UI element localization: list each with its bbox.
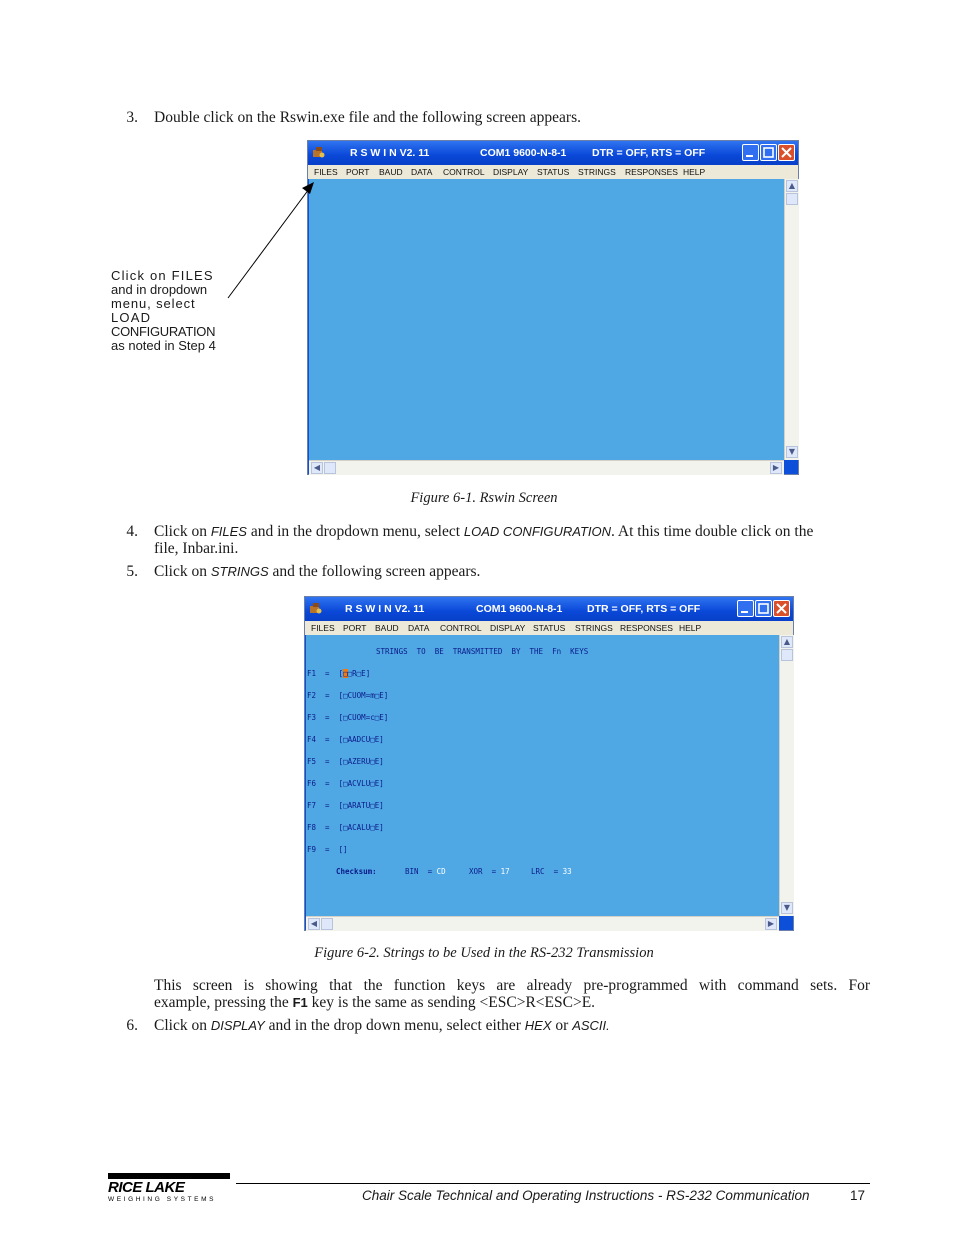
page-number: 17 <box>850 1188 866 1203</box>
step-number: 3. <box>126 109 138 126</box>
term-hex: HEX <box>524 1018 552 1033</box>
term-files: FILES <box>210 524 247 539</box>
fkey-value: □AZERU□E] <box>343 757 384 766</box>
title-port: COM1 9600-N-8-1 <box>476 603 563 615</box>
fkey-label: F7 = [ <box>307 801 344 810</box>
fkey-row <box>307 779 384 788</box>
menu-strings[interactable]: STRINGS <box>578 167 616 177</box>
fkey-value: □ARATU□E] <box>343 801 384 810</box>
figure-caption-2: Figure 6-2. Strings to be Used in the RS-232 Transmission <box>314 945 654 961</box>
text-run: and in the drop down menu, select either <box>264 1017 525 1034</box>
callout-line: and in dropdown <box>111 282 208 297</box>
lrc-label: LRC = <box>531 867 559 876</box>
close-icon <box>774 601 789 616</box>
fkey-label: F8 = [ <box>307 823 344 832</box>
callout-line: menu, select <box>111 296 196 311</box>
callout-line: Click on FILES <box>111 268 214 283</box>
fkey-label: F2 = [ <box>307 691 344 700</box>
fkey-label: F4 = [ <box>307 735 344 744</box>
checksum-lrc <box>531 867 572 876</box>
fkey-row <box>307 691 388 700</box>
text-cursor: □ <box>343 669 348 678</box>
vertical-scrollbar[interactable] <box>779 635 794 916</box>
text-run: Click on <box>154 523 211 540</box>
menu-port[interactable]: PORT <box>346 167 370 177</box>
fkey-row <box>307 801 384 810</box>
terminal-area[interactable] <box>306 635 779 916</box>
figure-caption-1: Figure 6-1. Rswin Screen <box>410 490 558 506</box>
fkey-row <box>307 735 384 744</box>
menu-files[interactable]: FILES <box>314 167 338 177</box>
text-run: key is the same as sending <ESC>R<ESC>E. <box>307 994 596 1011</box>
fkey-value: □CUOM=m□E] <box>343 691 389 700</box>
text-run: example, pressing the <box>154 994 293 1011</box>
xor-value: 17 <box>500 867 510 876</box>
callout-line: as noted in Step 4 <box>111 338 216 353</box>
title-flags: DTR = OFF, RTS = OFF <box>592 147 706 159</box>
menu-files[interactable]: FILES <box>311 623 335 633</box>
callout-line: LOAD <box>111 310 152 325</box>
app-icon <box>309 602 322 615</box>
xor-label: XOR = <box>469 867 497 876</box>
scroll-right-icon[interactable]: ▶ <box>770 462 782 474</box>
menu-baud[interactable]: BAUD <box>379 167 403 177</box>
fkey-label: F6 = [ <box>307 779 344 788</box>
term-ascii: ASCII. <box>572 1018 610 1033</box>
maximize-icon <box>756 601 771 616</box>
term-display: DISPLAY <box>210 1018 265 1033</box>
checksum-bin <box>405 867 446 876</box>
menu-control[interactable]: CONTROL <box>440 623 482 633</box>
checksum-xor <box>469 867 510 876</box>
strings-heading: STRINGS TO BE TRANSMITTED BY THE Fn KEYS <box>376 647 589 656</box>
bin-label: BIN = <box>405 867 433 876</box>
step-number: 6. <box>126 1017 138 1034</box>
step-4 <box>116 523 876 559</box>
step-number: 5. <box>126 563 138 580</box>
scroll-thumb-h[interactable] <box>321 918 333 930</box>
rice-lake-logo <box>108 1173 232 1205</box>
menu-display[interactable]: DISPLAY <box>493 167 529 177</box>
rswin-window-2 <box>304 596 794 931</box>
paragraph-line-2 <box>154 994 870 1011</box>
scroll-up-icon[interactable]: ▲ <box>781 636 793 648</box>
title-app: R S W I N V2. 11 <box>345 603 425 615</box>
paragraph-line-1: This screen is showing that the function keys are already pre-programmed with command sets. For <box>154 977 870 994</box>
maximize-button[interactable] <box>755 600 772 617</box>
close-button[interactable] <box>773 600 790 617</box>
fkey-label: F1 = [ <box>307 669 344 678</box>
menu-status[interactable]: STATUS <box>537 167 570 177</box>
fkey-value: □ACALU□E] <box>343 823 384 832</box>
footer-rule <box>236 1183 870 1184</box>
menu-responses[interactable]: RESPONSES <box>620 623 673 633</box>
menu-control[interactable]: CONTROL <box>443 167 485 177</box>
fkey-value: ] <box>343 845 348 854</box>
menu-help[interactable]: HELP <box>683 167 706 177</box>
text-run: and the following screen appears. <box>268 563 481 580</box>
callout-line: CONFIGURATION <box>111 324 216 339</box>
step-number: 4. <box>126 523 138 540</box>
horizontal-scrollbar[interactable] <box>306 916 779 931</box>
step-text-line2: file, Inbar.ini. <box>154 540 239 557</box>
step-text <box>154 1017 610 1034</box>
text-run: Click on <box>154 1017 211 1034</box>
logo-tagline: WEIGHING SYSTEMS <box>108 1196 217 1203</box>
fkey-row <box>307 669 370 678</box>
logo-wordmark: RICE LAKE <box>108 1179 185 1196</box>
checksum-label: Checksum: <box>336 867 377 876</box>
fkey-row <box>307 757 384 766</box>
scroll-down-icon[interactable]: ▼ <box>781 902 793 914</box>
bin-value: CD <box>436 867 446 876</box>
title-app: R S W I N V2. 11 <box>350 147 430 159</box>
fkey-label: F5 = [ <box>307 757 344 766</box>
scroll-left-icon[interactable]: ◀ <box>311 462 323 474</box>
fkey-value: □CUOM=c□E] <box>343 713 389 722</box>
step-text <box>154 523 813 540</box>
scroll-right-icon[interactable]: ▶ <box>765 918 777 930</box>
step-text <box>154 563 480 580</box>
menu-help[interactable]: HELP <box>679 623 702 633</box>
fkey-label: F9 = [ <box>307 845 344 854</box>
step-text: Double click on the Rswin.exe file and the following screen appears. <box>154 109 581 126</box>
key-f1: F1 <box>292 995 308 1010</box>
minimize-icon <box>738 601 753 616</box>
menu-responses[interactable]: RESPONSES <box>625 167 678 177</box>
scroll-up-icon[interactable]: ▲ <box>786 180 798 192</box>
scroll-down-icon[interactable]: ▼ <box>786 446 798 458</box>
fkey-row <box>307 713 388 722</box>
text-run: or <box>551 1017 573 1034</box>
menu-bar <box>305 621 793 635</box>
text-run: . At this time double click on the <box>611 523 814 540</box>
fkey-row <box>307 823 384 832</box>
scroll-left-icon[interactable]: ◀ <box>308 918 320 930</box>
menu-strings[interactable]: STRINGS <box>575 623 613 633</box>
title-port: COM1 9600-N-8-1 <box>480 147 567 159</box>
text-run: and in the dropdown menu, select <box>246 523 464 540</box>
fkey-label: F3 = [ <box>307 713 344 722</box>
term-strings: STRINGS <box>210 564 269 579</box>
menu-baud[interactable]: BAUD <box>375 623 399 633</box>
title-flags: DTR = OFF, RTS = OFF <box>587 603 701 615</box>
menu-port[interactable]: PORT <box>343 623 367 633</box>
minimize-button[interactable] <box>737 600 754 617</box>
fkey-value: □AADCU□E] <box>343 735 384 744</box>
menu-data[interactable]: DATA <box>411 167 433 177</box>
fkey-value: □R□E] <box>347 669 371 678</box>
term-load-configuration: LOAD CONFIGURATION <box>463 524 612 539</box>
scroll-thumb[interactable] <box>781 649 793 661</box>
footer-title: Chair Scale Technical and Operating Instructions - RS-232 Communication <box>362 1188 810 1203</box>
fkey-value: □ACVLU□E] <box>343 779 384 788</box>
explanation-paragraph <box>154 977 870 1011</box>
title-bar <box>305 597 793 621</box>
lrc-value: 33 <box>562 867 572 876</box>
menu-display[interactable]: DISPLAY <box>490 623 526 633</box>
menu-data[interactable]: DATA <box>408 623 430 633</box>
fkey-row <box>307 845 348 854</box>
menu-status[interactable]: STATUS <box>533 623 566 633</box>
text-run: Click on <box>154 563 211 580</box>
